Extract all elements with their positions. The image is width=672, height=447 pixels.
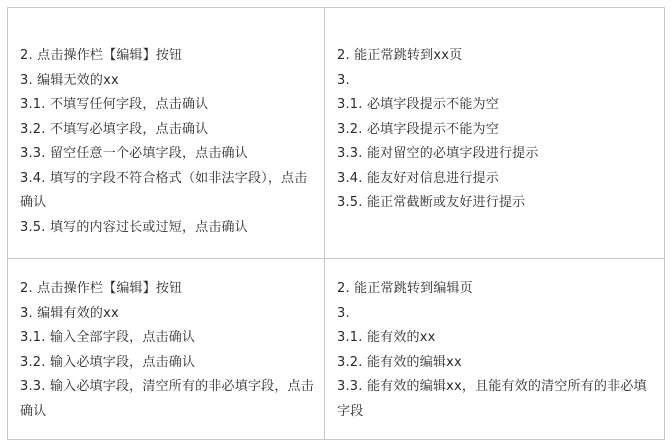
expected-line: 2. 能正常跳转到xx页 [337, 48, 463, 63]
expected-line: 3.2. 能有效的编辑xx [337, 354, 462, 370]
expected-result-cell [325, 259, 665, 440]
step-line: 2. 点击操作栏【编辑】按钮 [20, 48, 183, 63]
step-line: 3.2. 输入必填字段，点击确认 [20, 354, 196, 370]
steps-list [8, 259, 324, 424]
expected-line: 3.5. 能正常截断或友好进行提示 [337, 195, 526, 210]
expected-result-cell [325, 8, 665, 259]
step-line: 3.2. 不填写必填字段，点击确认 [20, 121, 209, 137]
step-line: 3.1. 不填写任何字段，点击确认 [20, 97, 209, 112]
expected-line: 3.1. 能有效的xx [337, 330, 436, 345]
expected-line: 2. 能正常跳转到编辑页 [337, 281, 473, 296]
step-line: 3.4. 填写的字段不符合格式（如非法字段），点击确认 [20, 170, 308, 210]
steps-list [8, 8, 324, 240]
step-line: 3.3. 输入必填字段，清空所有的非必填字段，点击确认 [20, 379, 314, 419]
step-line: 2. 点击操作栏【编辑】按钮 [20, 281, 183, 296]
step-line: 3. 编辑有效的xx [20, 305, 119, 321]
table-row-valid-edit [8, 259, 665, 440]
expected-line: 3.4. 能友好对信息进行提示 [337, 170, 499, 186]
expected-line: 3.3. 能有效的编辑xx，且能有效的清空所有的非必填字段 [337, 379, 647, 419]
expected-line: 3.3. 能对留空的必填字段进行提示 [337, 146, 539, 161]
steps-cell [8, 8, 325, 259]
expected-line: 3. [337, 72, 350, 88]
step-line: 3.3. 留空任意一个必填字段，点击确认 [20, 146, 248, 161]
expected-list [325, 259, 664, 424]
table-row-invalid-edit [8, 8, 665, 259]
step-line: 3.5. 填写的内容过长或过短，点击确认 [20, 219, 248, 235]
expected-line: 3.1. 必填字段提示不能为空 [337, 97, 499, 112]
expected-line: 3.2. 必填字段提示不能为空 [337, 121, 499, 137]
steps-cell [8, 259, 325, 440]
test-case-table [7, 7, 665, 440]
step-line: 3. 编辑无效的xx [20, 72, 119, 88]
step-line: 3.1. 输入全部字段，点击确认 [20, 330, 196, 345]
expected-line: 3. [337, 305, 350, 321]
expected-list [325, 8, 664, 216]
